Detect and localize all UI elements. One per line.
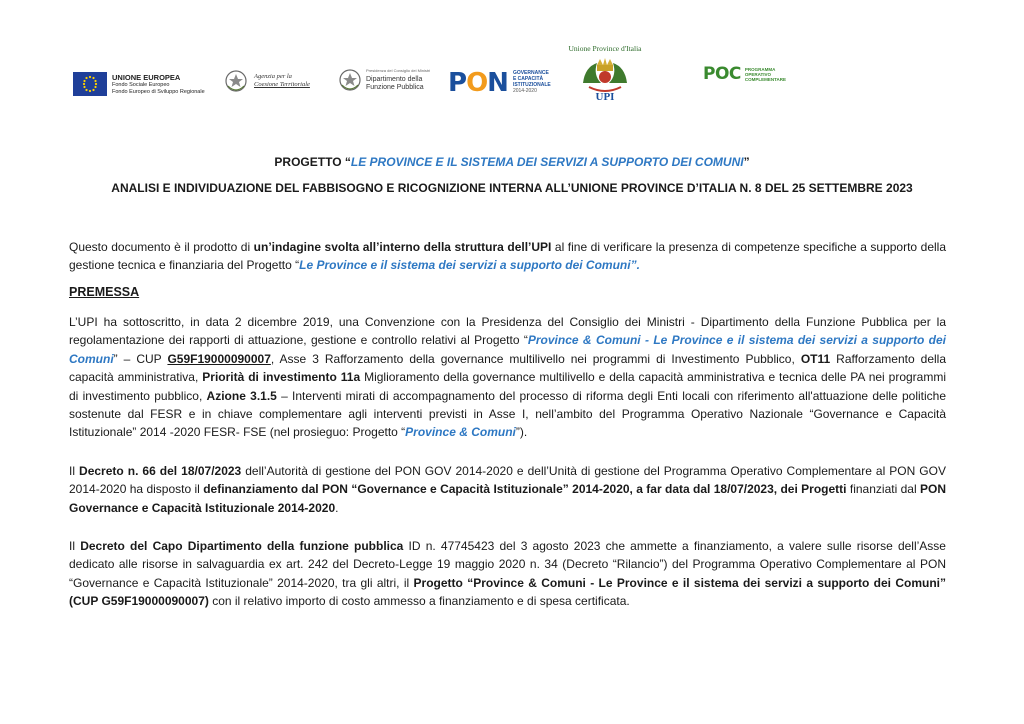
pon-sub: GOVERNANCE <box>512 70 549 77</box>
text-run: OT11 <box>800 351 831 366</box>
text-run: Le Province e il sistema dei servizi a supporto dei Comuni”. <box>299 258 640 273</box>
premessa-paragraph-3 <box>69 537 946 611</box>
pon-letter: N <box>487 68 508 98</box>
text-run: Il <box>69 464 80 478</box>
eu-title: UNIONE EUROPEA <box>112 72 181 82</box>
document-subtitle: ANALISI E INDIVIDUAZIONE DEL FABBISOGNO E RICOGNIZIONE INTERNA ALL’UNIONE PROVINCE D’ITALIA N. 8 DEL 25 SETTEMBRE 2023 <box>111 181 913 195</box>
text-run: Miglioramento della governance multilivello e della capacità amministrativa e tecnica delle PA nei programmi di investimento pubblico, <box>69 370 947 403</box>
text-run: Province & Comuni - Le Province e il sistema dei servizi a supporto dei Comuni <box>69 333 946 366</box>
text-run: Azione 3.1.5 <box>206 388 277 403</box>
pon-sub: 2014-2020 <box>512 87 537 94</box>
text-run: Rafforzamento della capacità amministrativa, <box>69 351 946 385</box>
text-run: G59F19000090007 <box>167 351 271 366</box>
upi-logo <box>565 44 645 103</box>
agenzia-line: Coesione Territoriale <box>254 81 310 88</box>
text-run: L’UPI ha sottoscritto, in data 2 dicembre 2019, una Convenzione con la Presidenza del Consiglio dei Ministri - Dipartimento della Funzione Pubblica per la regolamentazione dei rapporti di attuazione, gestione e controllo relativi al Progetto “ <box>69 315 946 348</box>
intro-paragraph <box>69 238 946 275</box>
pon-letter: P <box>448 68 467 98</box>
text-run: Province & Comuni <box>405 425 516 440</box>
text-run: dell’Autorità di gestione del PON GOV 2014-2020 e dell’Unità di gestione del Programma Operativo Complementare al PON GOV 2014-2020 ha disposto il <box>69 464 946 497</box>
text-run: Progetto “Province & Comuni - Le Province e il sistema dei servizi a supporto dei Comuni” (CUP G59F19000090007) <box>69 575 946 609</box>
title-suffix: ” <box>743 155 750 169</box>
text-run: Questo documento è il prodotto di <box>69 240 254 254</box>
section-heading-premessa: PREMESSA <box>69 285 140 299</box>
eu-flag-icon <box>73 72 107 96</box>
text-run: al fine di verificare la presenza di competenze specifiche a supporto della gestione tecnica e finanziaria del Progetto “ <box>69 240 946 273</box>
text-run: Priorità di investimento 11a <box>202 370 361 385</box>
text-run: un’indagine svolta all’interno della struttura dell’UPI <box>253 240 552 254</box>
eu-logo <box>73 72 205 96</box>
premessa-paragraph-1 <box>69 313 946 442</box>
text-run: PON Governance e Capacità Istituzionale 2014-2020 <box>69 482 946 515</box>
dip-line: Dipartimento della <box>366 75 423 83</box>
title-highlight: LE PROVINCE E IL SISTEMA DEI SERVIZI A SUPPORTO DEI COMUNI <box>350 155 744 169</box>
poc-logo <box>703 64 786 84</box>
dip-small: Presidenza del Consiglio dei Ministri <box>366 68 431 74</box>
text-run: ”). <box>515 425 528 440</box>
upi-label: UPI <box>595 91 615 103</box>
text-run: ID n. 47745423 del 3 agosto 2023 che ammette a finanziamento, a valere sulle risorse dell’Asse dedicato alle risorse in salvaguardia ex art. 242 del Decreto-Legge 19 maggio 2020 n. 34 (Decreto “Rilancio”) del Programma Operativo Complementare al PON “Governance e Capacità Istituzionale” 2014-2020, tra gli altri, il <box>69 539 946 590</box>
poc-sub: PROGRAMMA <box>744 66 776 72</box>
agenzia-logo <box>224 68 310 94</box>
poc-wordmark: POC <box>703 64 741 84</box>
agenzia-line: Agenzia per la <box>254 73 292 80</box>
text-run: ” – CUP <box>113 351 168 366</box>
pon-sub: E CAPACITÀ <box>512 76 544 83</box>
poc-sub: OPERATIVO <box>744 71 772 77</box>
dip-line: Funzione Pubblica <box>366 84 424 92</box>
text-run: con il relativo importo di costo ammesso a finanziamento e di spesa certificata. <box>208 594 630 609</box>
pon-sub: ISTITUZIONALE <box>512 82 551 88</box>
project-title <box>0 155 1024 169</box>
poc-sub: COMPLEMENTARE <box>744 76 787 82</box>
eu-line: Fondo Europeo di Sviluppo Regionale <box>112 88 205 95</box>
pon-letter: O <box>466 68 488 98</box>
text-run: definanziamento dal PON “Governance e Capacità Istituzionale” 2014-2020, a far data dal 18/07/2023, dei Progetti <box>203 482 847 497</box>
logo-bar <box>0 40 1024 110</box>
italian-emblem-icon <box>338 67 362 93</box>
text-run: – Interventi mirati di accompagnamento del processo di riforma degli Enti locali con riferimento all'attuazione delle politiche sostenute dal FESR e in chiave complementare agli interventi previsti in Asse I, nell’ambito del Programma Operativo Nazionale “Governance e Capacità Istituzionale” 2014 -2020 FESR- FSE (nel prosieguo: Progetto “ <box>69 388 946 440</box>
upi-arc-text: Unione Province d'Italia <box>568 44 642 53</box>
italian-emblem-icon <box>224 68 248 94</box>
title-prefix: PROGETTO “ <box>274 155 351 169</box>
funzione-pubblica-logo <box>338 67 430 93</box>
text-run: . <box>335 500 339 515</box>
eu-line: Fondo Sociale Europeo <box>112 81 170 88</box>
text-run: , Asse 3 Rafforzamento della governance multilivello nei programmi di Investimento Pubblico, <box>270 351 801 366</box>
upi-crest-icon <box>577 53 633 93</box>
text-run: Il <box>69 539 81 553</box>
pon-logo <box>448 70 551 96</box>
text-run: Decreto n. 66 del 18/07/2023 <box>79 464 242 478</box>
premessa-paragraph-2 <box>69 462 946 517</box>
pon-wordmark <box>448 70 508 96</box>
text-run: finanziati dal <box>846 482 920 497</box>
text-run: Decreto del Capo Dipartimento della funzione pubblica <box>80 539 404 553</box>
